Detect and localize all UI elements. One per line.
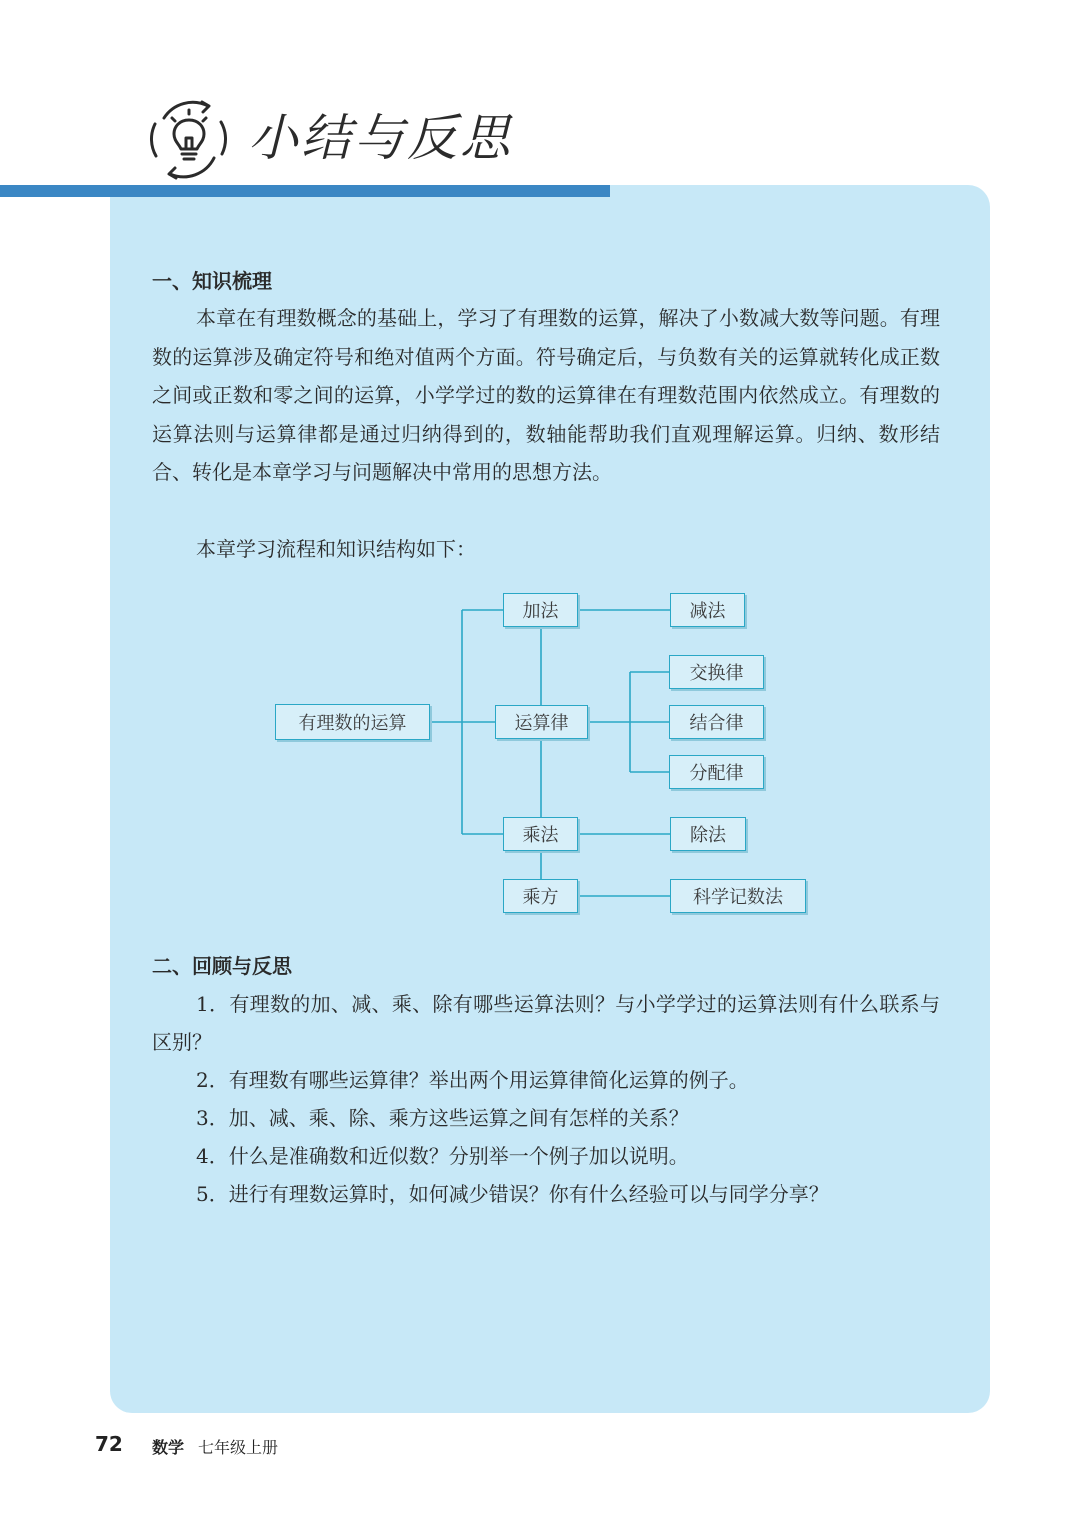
node-power: 乘方 — [503, 879, 578, 913]
node-multiplication: 乘法 — [503, 817, 578, 851]
footer-subject: 数学 — [152, 1438, 185, 1457]
page-title: 小结与反思 — [248, 109, 513, 167]
node-scientific-notation: 科学记数法 — [670, 879, 806, 913]
review-question: 2．有理数有哪些运算律？举出两个用运算律简化运算的例子。 — [196, 1068, 749, 1092]
review-question: 1．有理数的加、减、乘、除有哪些运算法则？与小学学过的运算法则有什么联系与区别？ — [152, 992, 940, 1054]
section-heading-review: 二、回顾与反思 — [152, 954, 292, 978]
summary-paragraph: 本章在有理数概念的基础上，学习了有理数的运算，解决了小数减大数等问题。有理数的运算涉及确定符号和绝对值两个方面。符号确定后，与负数有关的运算就转化成正数之间或正数和零之间的运算，小学学过的数的运算律在有理数范围内依然成立。有理数的运算法则与运算律都是通过归纳得到的，数轴能帮助我们直观理解运算。归纳、数形结合、转化是本章学习与问题解决中常用的思想方法。 — [152, 306, 940, 484]
structure-intro: 本章学习流程和知识结构如下： — [196, 537, 476, 561]
node-operation-laws: 运算律 — [495, 705, 588, 739]
node-subtraction: 减法 — [670, 593, 745, 627]
node-rational-operations: 有理数的运算 — [275, 704, 430, 740]
review-question: 3．加、减、乘、除、乘方这些运算之间有怎样的关系？ — [196, 1106, 689, 1130]
footer-grade: 七年级上册 — [198, 1438, 279, 1457]
node-associative-law: 结合律 — [669, 705, 764, 739]
page-number: 72 — [95, 1432, 123, 1456]
review-question: 5．进行有理数运算时，如何减少错误？你有什么经验可以与同学分享？ — [196, 1182, 829, 1206]
node-division: 除法 — [670, 817, 746, 851]
node-distributive-law: 分配律 — [669, 755, 764, 789]
node-addition: 加法 — [503, 593, 578, 627]
review-question: 4．什么是准确数和近似数？分别举一个例子加以说明。 — [196, 1144, 689, 1168]
node-commutative-law: 交换律 — [669, 655, 764, 689]
section-heading-knowledge: 一、知识梳理 — [152, 269, 272, 293]
